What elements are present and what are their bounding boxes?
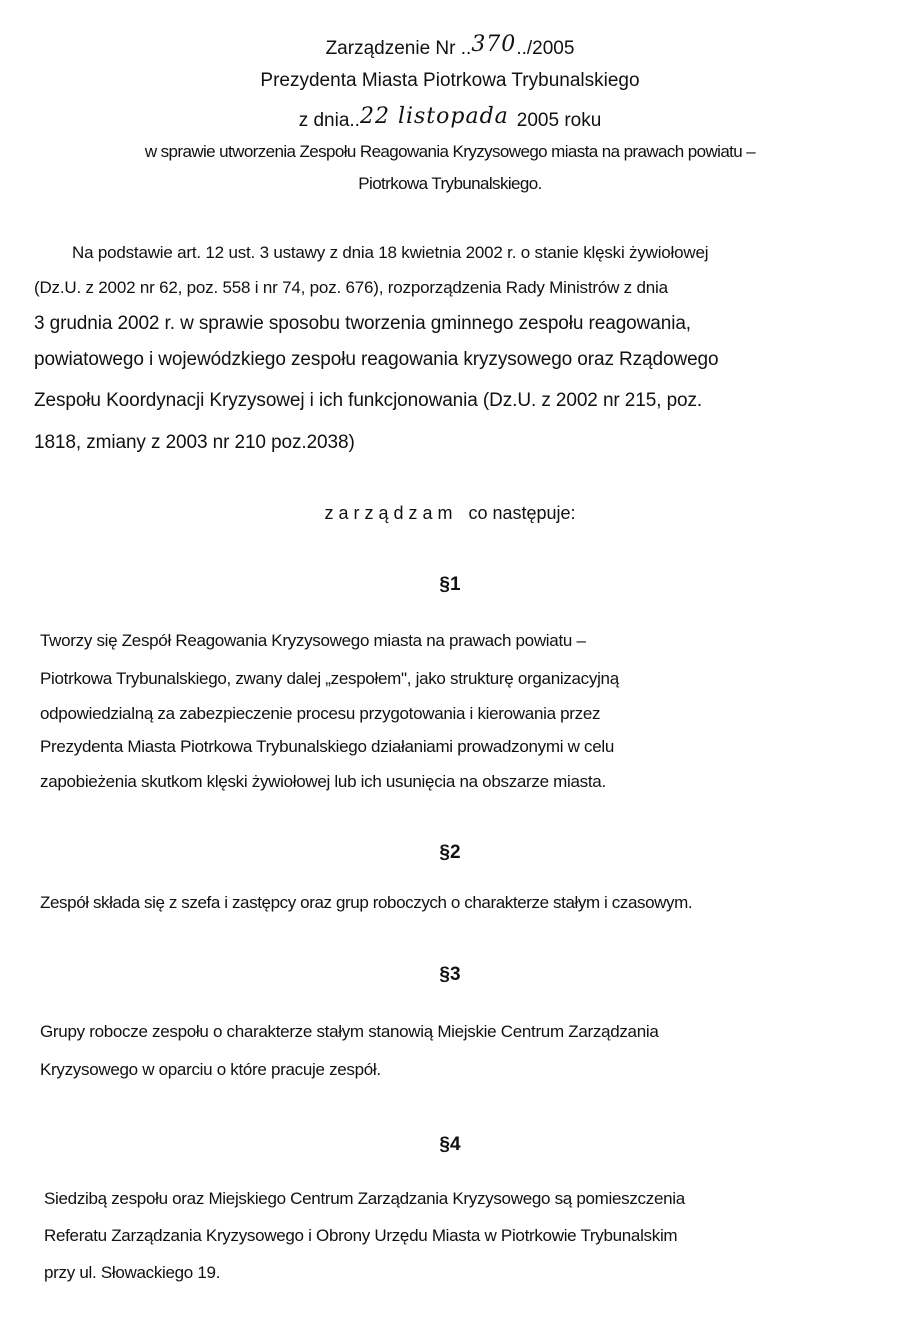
section-2-line: Zespół składa się z szefa i zastępcy oraz grup roboczych o charakterze stałym i czasowym. (40, 893, 693, 912)
section-1-line: Prezydenta Miasta Piotrkowa Trybunalskiego działaniami prowadzonymi w celu (40, 737, 615, 756)
section-heading-1: §1 (439, 574, 461, 595)
handwritten-number: 370 (471, 32, 517, 57)
subject-line-1: w sprawie utworzenia Zespołu Reagowania Kryzysowego miasta na prawach powiatu – (144, 142, 756, 161)
preamble-line: 1818, zmiany z 2003 nr 210 poz.2038) (34, 432, 355, 453)
section-3-line: Grupy robocze zespołu o charakterze stałym stanowią Miejskie Centrum Zarządzania (40, 1022, 659, 1041)
title-prefix: Zarządzenie Nr (325, 38, 456, 59)
section-heading-3: §3 (439, 964, 461, 985)
section-1-line: odpowiedzialną za zabezpieczenie procesu przygotowania i kierowania przez (40, 704, 601, 723)
date-line (0, 104, 900, 132)
section-1-line: Tworzy się Zespół Reagowania Kryzysowego miasta na prawach powiatu – (40, 631, 586, 650)
section-4-line: przy ul. Słowackiego 19. (44, 1263, 221, 1282)
title-dots-right: .. (516, 38, 527, 59)
section-1-line: Piotrkowa Trybunalskiego, zwany dalej „zespołem", jako strukturę organizacyjną (40, 669, 619, 688)
subject-line-2: Piotrkowa Trybunalskiego. (358, 174, 542, 193)
decree-word: zarządzam (324, 503, 458, 523)
section-3-line: Kryzysowego w oparciu o które pracuje zespół. (40, 1060, 381, 1079)
title-dots-left: .. (460, 38, 472, 59)
date-suffix: 2005 roku (516, 110, 602, 131)
issuer-line: Prezydenta Miasta Piotrkowa Trybunalskiego (260, 70, 640, 91)
section-heading-4: §4 (439, 1134, 461, 1155)
section-1-line: zapobieżenia skutkom klęski żywiołowej lub ich usunięcia na obszarze miasta. (40, 772, 606, 791)
preamble-line: 3 grudnia 2002 r. w sprawie sposobu tworzenia gminnego zespołu reagowania, (34, 313, 691, 334)
date-prefix: z dnia.. (298, 110, 360, 131)
section-4-line: Siedzibą zespołu oraz Miejskiego Centrum Zarządzania Kryzysowego są pomieszczenia (44, 1189, 685, 1208)
title-suffix: /2005 (526, 38, 575, 59)
preamble-line: (Dz.U. z 2002 nr 62, poz. 558 i nr 74, poz. 676), rozporządzenia Rady Ministrów z dnia (34, 278, 668, 297)
handwritten-date: 22 listopada (359, 104, 509, 129)
section-heading-2: §2 (439, 842, 461, 863)
decree-rest: co następuje: (468, 503, 576, 523)
preamble-line: Na podstawie art. 12 ust. 3 ustawy z dnia 18 kwietnia 2002 r. o stanie klęski żywiołowej (72, 243, 709, 262)
preamble-line: Zespołu Koordynacji Kryzysowej i ich funkcjonowania (Dz.U. z 2002 nr 215, poz. (34, 390, 703, 411)
document-title (0, 32, 900, 60)
preamble-line: powiatowego i wojewódzkiego zespołu reagowania kryzysowego oraz Rządowego (34, 349, 719, 370)
decree-phrase (0, 503, 900, 524)
section-4-line: Referatu Zarządzania Kryzysowego i Obrony Urzędu Miasta w Piotrkowie Trybunalskim (44, 1226, 678, 1245)
